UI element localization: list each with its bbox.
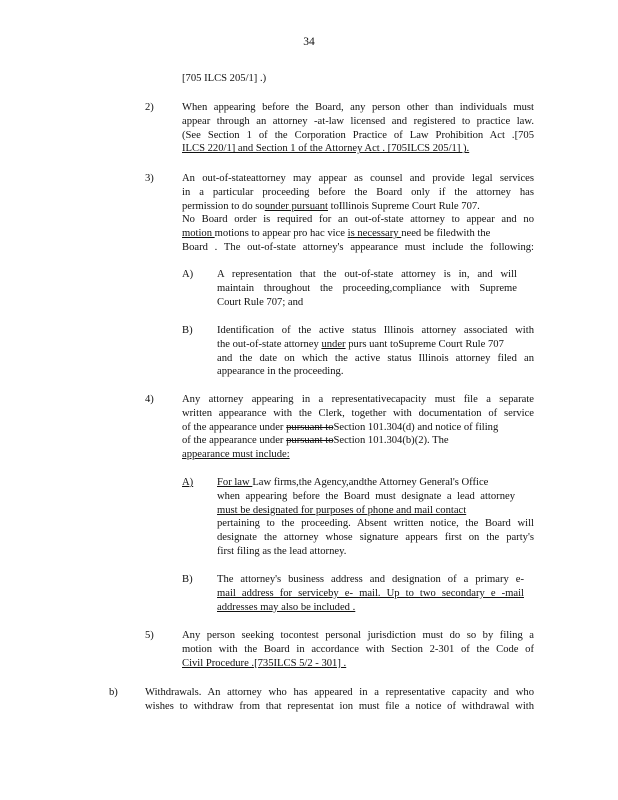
text-segment: permission to do so: [182, 200, 265, 212]
text-line: appearance in the proceeding.: [217, 366, 344, 378]
continued-citation: [182, 72, 266, 86]
text-line: [182, 200, 534, 214]
text-line: A representation that the out-of-state attorney is in, and will: [217, 269, 517, 280]
text-segment: the out-of-state attorney: [217, 338, 319, 350]
item-5-paragraph: [182, 629, 534, 670]
text-line: appear through an attorney -at-law licensed and registered to practice law.: [182, 115, 534, 127]
text-line: [182, 227, 534, 241]
item-3b-number: B): [182, 325, 193, 336]
item-2-paragraph: [182, 101, 534, 156]
item-4b-number: B): [182, 574, 193, 585]
item-4a-number: A): [182, 477, 194, 488]
text-segment: of the appearance under: [182, 421, 284, 433]
text-line: ILCS 220/1] and Section 1 of the Attorney Act . [705ILCS 205/1] ).: [182, 143, 470, 155]
text-line: mail address for serviceby e- mail. Up to two secondary e -mail: [217, 587, 524, 599]
inserted-text: For law: [217, 477, 253, 488]
text-segment: need be filedwith the: [401, 228, 491, 240]
item-3a-paragraph: [217, 268, 517, 309]
text-line: motion with the Board in accordance with Section 2-301 of the Code of: [182, 643, 534, 655]
text-line: Any person seeking tocontest personal jurisdiction must do so by filing a: [182, 630, 534, 641]
deleted-text: pursuant to: [286, 421, 334, 433]
text-line: [182, 434, 534, 448]
text-line: (See Section 1 of the Corporation Practice of Law Prohibition Act .[705: [182, 129, 534, 141]
item-4-paragraph: [182, 393, 534, 462]
text-segment: of the appearance under: [182, 435, 284, 447]
text-segment: purs uant toSupreme Court Rule 707: [348, 338, 504, 350]
item-4a-paragraph: [217, 476, 534, 559]
inserted-text: under: [321, 338, 346, 350]
section-b-paragraph: [145, 686, 534, 714]
item-4b-paragraph: [217, 573, 524, 614]
text-line: wishes to withdraw from that representat ion must file a notice of withdrawal with: [145, 700, 534, 712]
text-line: When appearing before the Board, any person other than individuals must: [182, 102, 534, 113]
inserted-text: motion: [182, 228, 215, 240]
text-segment: Section 101.304(b)(2). The: [333, 435, 449, 447]
text-line: No Board order is required for an out-of-state attorney to appear and no: [182, 214, 534, 226]
item-3b-paragraph: [217, 324, 534, 379]
item-2-number: 2): [145, 102, 154, 113]
inserted-text: under pursuant: [264, 200, 328, 212]
text-segment: toIllinois Supreme Court Rule 707.: [330, 200, 480, 212]
text-line: An out-of-stateattorney may appear as counsel and provide legal services: [182, 173, 534, 184]
text-line: [217, 338, 534, 352]
text-line: maintain throughout the proceeding,compliance with Supreme: [217, 282, 517, 294]
text-line: written appearance with the Clerk, together with documentation of service: [182, 407, 534, 419]
item-3a-number: A): [182, 269, 194, 280]
text-line: first filing as the lead attorney.: [217, 545, 347, 557]
text-line: addresses may also be included .: [217, 601, 356, 613]
item-3-number: 3): [145, 173, 154, 184]
page-number: 34: [303, 36, 315, 48]
text-line: pertaining to the proceeding. Absent written notice, the Board will: [217, 518, 534, 530]
text-line: designate the attorney whose signature appears first on the party's: [217, 532, 534, 544]
text-line: Board . The out-of-state attorney's appearance must include the following:: [182, 241, 534, 253]
text-segment: Law firms,the Agency,andthe Attorney General's Office: [252, 477, 489, 488]
deleted-text: pursuant to: [286, 435, 334, 447]
item-3-paragraph: [182, 172, 534, 255]
item-5-number: 5): [145, 630, 154, 641]
item-4-number: 4): [145, 394, 154, 405]
text-segment: motions to appear pro hac vice: [214, 228, 345, 240]
text-line: Withdrawals. An attorney who has appeared in a representative capacity and who: [145, 687, 534, 698]
text-line: [182, 421, 534, 435]
text-line: [705 ILCS 205/1] .): [182, 73, 267, 84]
text-line: Civil Procedure .[735ILCS 5/2 - 301] .: [182, 657, 347, 669]
text-line: Court Rule 707; and: [217, 296, 304, 308]
text-segment: Section 101.304(d) and notice of filing: [333, 421, 499, 433]
text-line: Identification of the active status Illinois attorney associated with: [217, 325, 534, 336]
text-line: appearance must include:: [182, 449, 290, 461]
text-line: in a particular proceeding before the Board only if the attorney has: [182, 186, 534, 198]
inserted-text: is necessary: [347, 228, 402, 240]
text-line: [217, 476, 534, 490]
text-line: and the date on which the active status Illinois attorney filed an: [217, 352, 534, 364]
section-b-number: b): [109, 687, 118, 698]
text-line: Any attorney appearing in a representativecapacity must file a separate: [182, 394, 534, 405]
text-line: The attorney's business address and designation of a primary e-: [217, 574, 524, 585]
text-line: when appearing before the Board must designate a lead attorney: [217, 490, 515, 502]
text-line: must be designated for purposes of phone and mail contact: [217, 504, 467, 516]
